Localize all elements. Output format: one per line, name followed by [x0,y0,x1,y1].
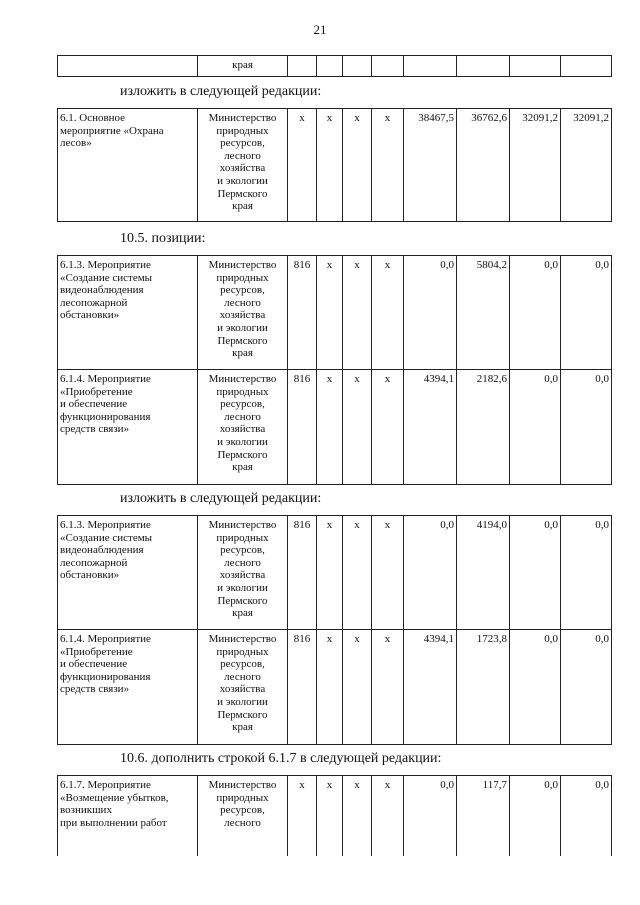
cell [404,56,457,77]
col-cell: x [372,516,404,630]
value-cell: 36762,6 [457,109,510,222]
value-cell: 4194,0 [457,516,510,630]
paragraph-add-row: 10.6. дополнить строкой 6.1.7 в следующей редакции: [120,751,442,766]
value-cell: 38467,5 [404,109,457,222]
col-cell: x [343,370,372,485]
row-name: 6.1.3. Мероприятие «Создание системы видеонаблюдения лесопожарной обстановки» [58,256,198,370]
col-cell: x [343,516,372,630]
value-cell: 0,0 [561,776,612,856]
value-cell: 0,0 [510,516,561,630]
executor-cell: Министерство природных ресурсов, лесного хозяйства и экологии Пермского края [198,109,288,222]
table-row [58,776,612,856]
row-name: 6.1. Основное мероприятие «Охрана лесов» [58,109,198,222]
value-cell: 0,0 [404,776,457,856]
cell [372,56,404,77]
executor-cell: Министерство природных ресурсов, лесного хозяйства и экологии Пермского края [198,256,288,370]
value-cell: 117,7 [457,776,510,856]
value-cell: 2182,6 [457,370,510,485]
table-row [58,370,612,485]
row-name: 6.1.3. Мероприятие «Создание системы видеонаблюдения лесопожарной обстановки» [58,516,198,630]
table-row [58,56,612,77]
row-name: 6.1.4. Мероприятие «Приобретение и обеспечение функционирования средств связи» [58,630,198,745]
col-cell: x [343,109,372,222]
cell [510,56,561,77]
col-cell: x [372,370,404,485]
cell [561,56,612,77]
value-cell: 5804,2 [457,256,510,370]
col-cell: x [317,370,343,485]
table-row [58,516,612,630]
value-cell: 0,0 [510,630,561,745]
executor-cell: Министерство природных ресурсов, лесного [198,776,288,856]
executor-cell: Министерство природных ресурсов, лесного хозяйства и экологии Пермского края [198,370,288,485]
value-cell: 0,0 [404,516,457,630]
value-cell: 0,0 [510,256,561,370]
col-cell: x [343,256,372,370]
col-cell: x [343,630,372,745]
table-row-6-1 [57,108,612,222]
col-cell: x [317,516,343,630]
value-cell: 4394,1 [404,630,457,745]
col-cell: x [343,776,372,856]
value-cell: 0,0 [510,776,561,856]
value-cell: 32091,2 [561,109,612,222]
table-row [58,256,612,370]
executor-cell: края [198,56,288,77]
code-cell: 816 [288,370,317,485]
table-fragment-top [57,55,612,77]
code-cell: 816 [288,256,317,370]
page-number: 21 [313,22,327,37]
cell [288,56,317,77]
value-cell: 0,0 [404,256,457,370]
col-cell: x [372,630,404,745]
value-cell: 0,0 [510,370,561,485]
value-cell: 0,0 [561,630,612,745]
table-row [58,630,612,745]
paragraph-amend-1: изложить в следующей редакции: [120,84,322,99]
table-old-rows [57,255,612,485]
table-row-6-1-7 [57,775,612,856]
col-cell: x [372,256,404,370]
value-cell: 0,0 [561,516,612,630]
col-cell: x [372,776,404,856]
executor-cell: Министерство природных ресурсов, лесного хозяйства и экологии Пермского края [198,630,288,745]
code-cell: 816 [288,516,317,630]
col-cell: x [372,109,404,222]
table-row [58,109,612,222]
code-cell: 816 [288,630,317,745]
cell [58,56,198,77]
cell [457,56,510,77]
cell [343,56,372,77]
table-new-rows [57,515,612,745]
value-cell: 1723,8 [457,630,510,745]
code-cell: x [288,776,317,856]
row-name: 6.1.4. Мероприятие «Приобретение и обеспечение функционирования средств связи» [58,370,198,485]
paragraph-amend-2: изложить в следующей редакции: [120,491,322,506]
col-cell: x [317,109,343,222]
code-cell: x [288,109,317,222]
row-name: 6.1.7. Мероприятие «Возмещение убытков, возникших при выполнении работ [58,776,198,856]
col-cell: x [317,256,343,370]
value-cell: 0,0 [561,256,612,370]
executor-cell: Министерство природных ресурсов, лесного хозяйства и экологии Пермского края [198,516,288,630]
value-cell: 0,0 [561,370,612,485]
cell [317,56,343,77]
col-cell: x [317,630,343,745]
value-cell: 4394,1 [404,370,457,485]
value-cell: 32091,2 [510,109,561,222]
paragraph-positions: 10.5. позиции: [120,231,206,246]
col-cell: x [317,776,343,856]
